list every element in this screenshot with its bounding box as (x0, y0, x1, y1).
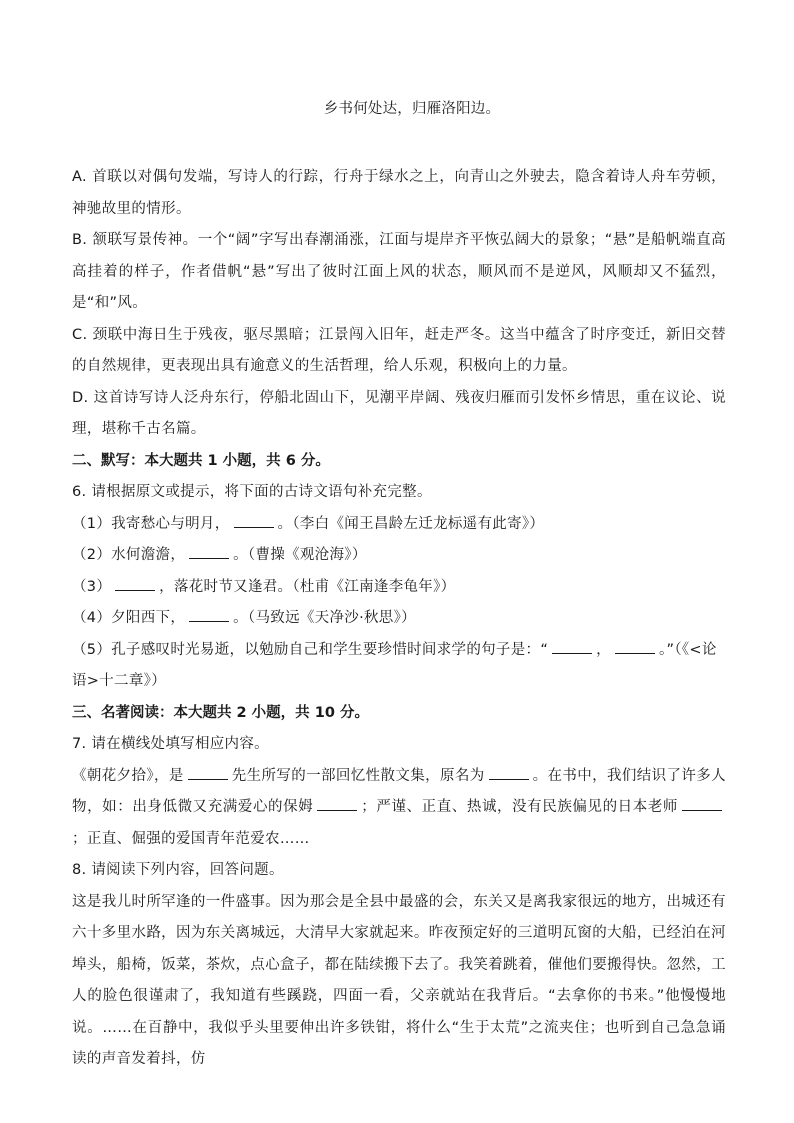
answer-blank[interactable] (115, 578, 155, 591)
fill-item-1 (72, 509, 726, 541)
fill-item-2 (72, 540, 726, 572)
answer-blank[interactable] (615, 641, 655, 654)
fill-item-5-mid: ， (596, 641, 611, 658)
q7-text-2: 先生所写的一部回忆性散文集，原名为 (231, 767, 485, 784)
fill-item-1-pre: （1）我寄愁心与明月， (72, 515, 230, 532)
fill-item-3 (72, 572, 726, 604)
option-a: A. 首联以对偶句发端，写诗人的行踪，行舟于绿水之上，向青山之外驶去，隐含着诗人舟车劳顿，神驰故里的情形。 (72, 169, 726, 217)
option-c: C. 颈联中海日生于残夜，驱尽黑暗；江景闯入旧年，赶走严冬。这当中蕴含了时序变迁，新旧交替的自然规律，更表现出具有逾意义的生活哲理，给人乐观，积极向上的力量。 (72, 326, 726, 374)
fill-item-2-post: 。（曹操《观沧海》） (233, 547, 367, 563)
reading-passage: 这是我儿时所罕逢的一件盛事。因为那会是全县中最盛的会，东关又是离我家很远的地方，出城还有六十多里水路，因为东关离城远，大清早大家就起来。昨夜预定好的三道明瓦窗的大船，已经泊在河埠头，船椅，饭菜，茶炊，点心盒子，都在陆续搬下去了。我笑着跳着，催他们要搬得快。忽然，工人的脸色很谨肃了，我知道有些蹊跷，四面一看，父亲就站在我背后。“去拿你的书来。”他慢慢地说。……在百静中，我似乎头里要伸出许多铁钳，将什么“生于太荒”之流夹住；也听到自己急急诵读的声音发着抖，仿 (72, 893, 726, 1067)
q7-text-4: ；严谨、正直、热诚，没有民族偏见的日本老师 (361, 799, 678, 815)
answer-blank[interactable] (188, 767, 228, 780)
question-7: 7. 请在横线处填写相应内容。 (72, 736, 269, 752)
section-2-title: 二、默写：本大题共 1 小题，共 6 分。 (72, 452, 330, 469)
answer-blank[interactable] (317, 798, 357, 811)
option-b: B. 颔联写景传神。一个“阔”字写出春潮涌涨，江面与堤岸齐平恢弘阔大的景象；“悬”是船帆端直高高挂着的样子，作者借帆“悬”写出了彼时江面上风的状态，顺风而不是逆风，风顺却又不猛烈，是“和”风。 (72, 232, 726, 311)
fill-item-4-post: 。（马致远《天净沙·秋思》） (233, 610, 416, 626)
answer-blank[interactable] (552, 641, 592, 654)
question-6: 6. 请根据原文或提示，将下面的古诗文语句补充完整。 (72, 484, 432, 500)
fill-item-5-pre: （5）孔子感叹时光易逝，以勉励自己和学生要珍惜时间求学的句子是：“ (72, 641, 549, 658)
answer-blank[interactable] (682, 798, 722, 811)
fill-item-1-post: 。（李白《闻王昌龄左迁龙标遥有此寄》） (277, 515, 545, 532)
q7-text-3: 。在书中，我们结识了许多人物，如：出身低微又充满爱心的保姆 (72, 767, 726, 815)
fill-item-2-pre: （2）水何澹澹， (72, 547, 186, 563)
answer-blank[interactable] (489, 767, 529, 780)
section-3-title: 三、名著阅读：本大题共 2 小题，共 10 分。 (72, 704, 369, 721)
fill-item-5-post: 。”（《<论语>十二章》） (72, 641, 717, 689)
answer-blank[interactable] (189, 546, 229, 559)
option-d: D. 这首诗写诗人泛舟东行，停船北固山下，见潮平岸阔、残夜归雁而引发怀乡情思，重在议论、说理，堪称千古名篇。 (72, 389, 726, 437)
answer-blank[interactable] (234, 515, 274, 528)
question-7-body (72, 761, 726, 856)
q7-text-1: 《朝花夕拾》，是 (72, 767, 184, 784)
fill-item-4-pre: （4）夕阳西下， (72, 610, 186, 626)
fill-item-3-pre: （3） (72, 578, 112, 595)
document-page (72, 98, 726, 1076)
answer-blank[interactable] (189, 609, 229, 622)
question-8: 8. 请阅读下列内容，回答问题。 (72, 862, 284, 878)
fill-item-4 (72, 603, 726, 635)
poem-last-line: 乡书何处达，归雁洛阳边。 (323, 101, 501, 117)
fill-item-3-post: ，落花时节又逢君。（杜甫《江南逢李龟年》） (159, 578, 456, 595)
q7-text-5: ；正直、倔强的爱国青年范爱农…… (72, 830, 310, 847)
fill-item-5 (72, 635, 726, 698)
